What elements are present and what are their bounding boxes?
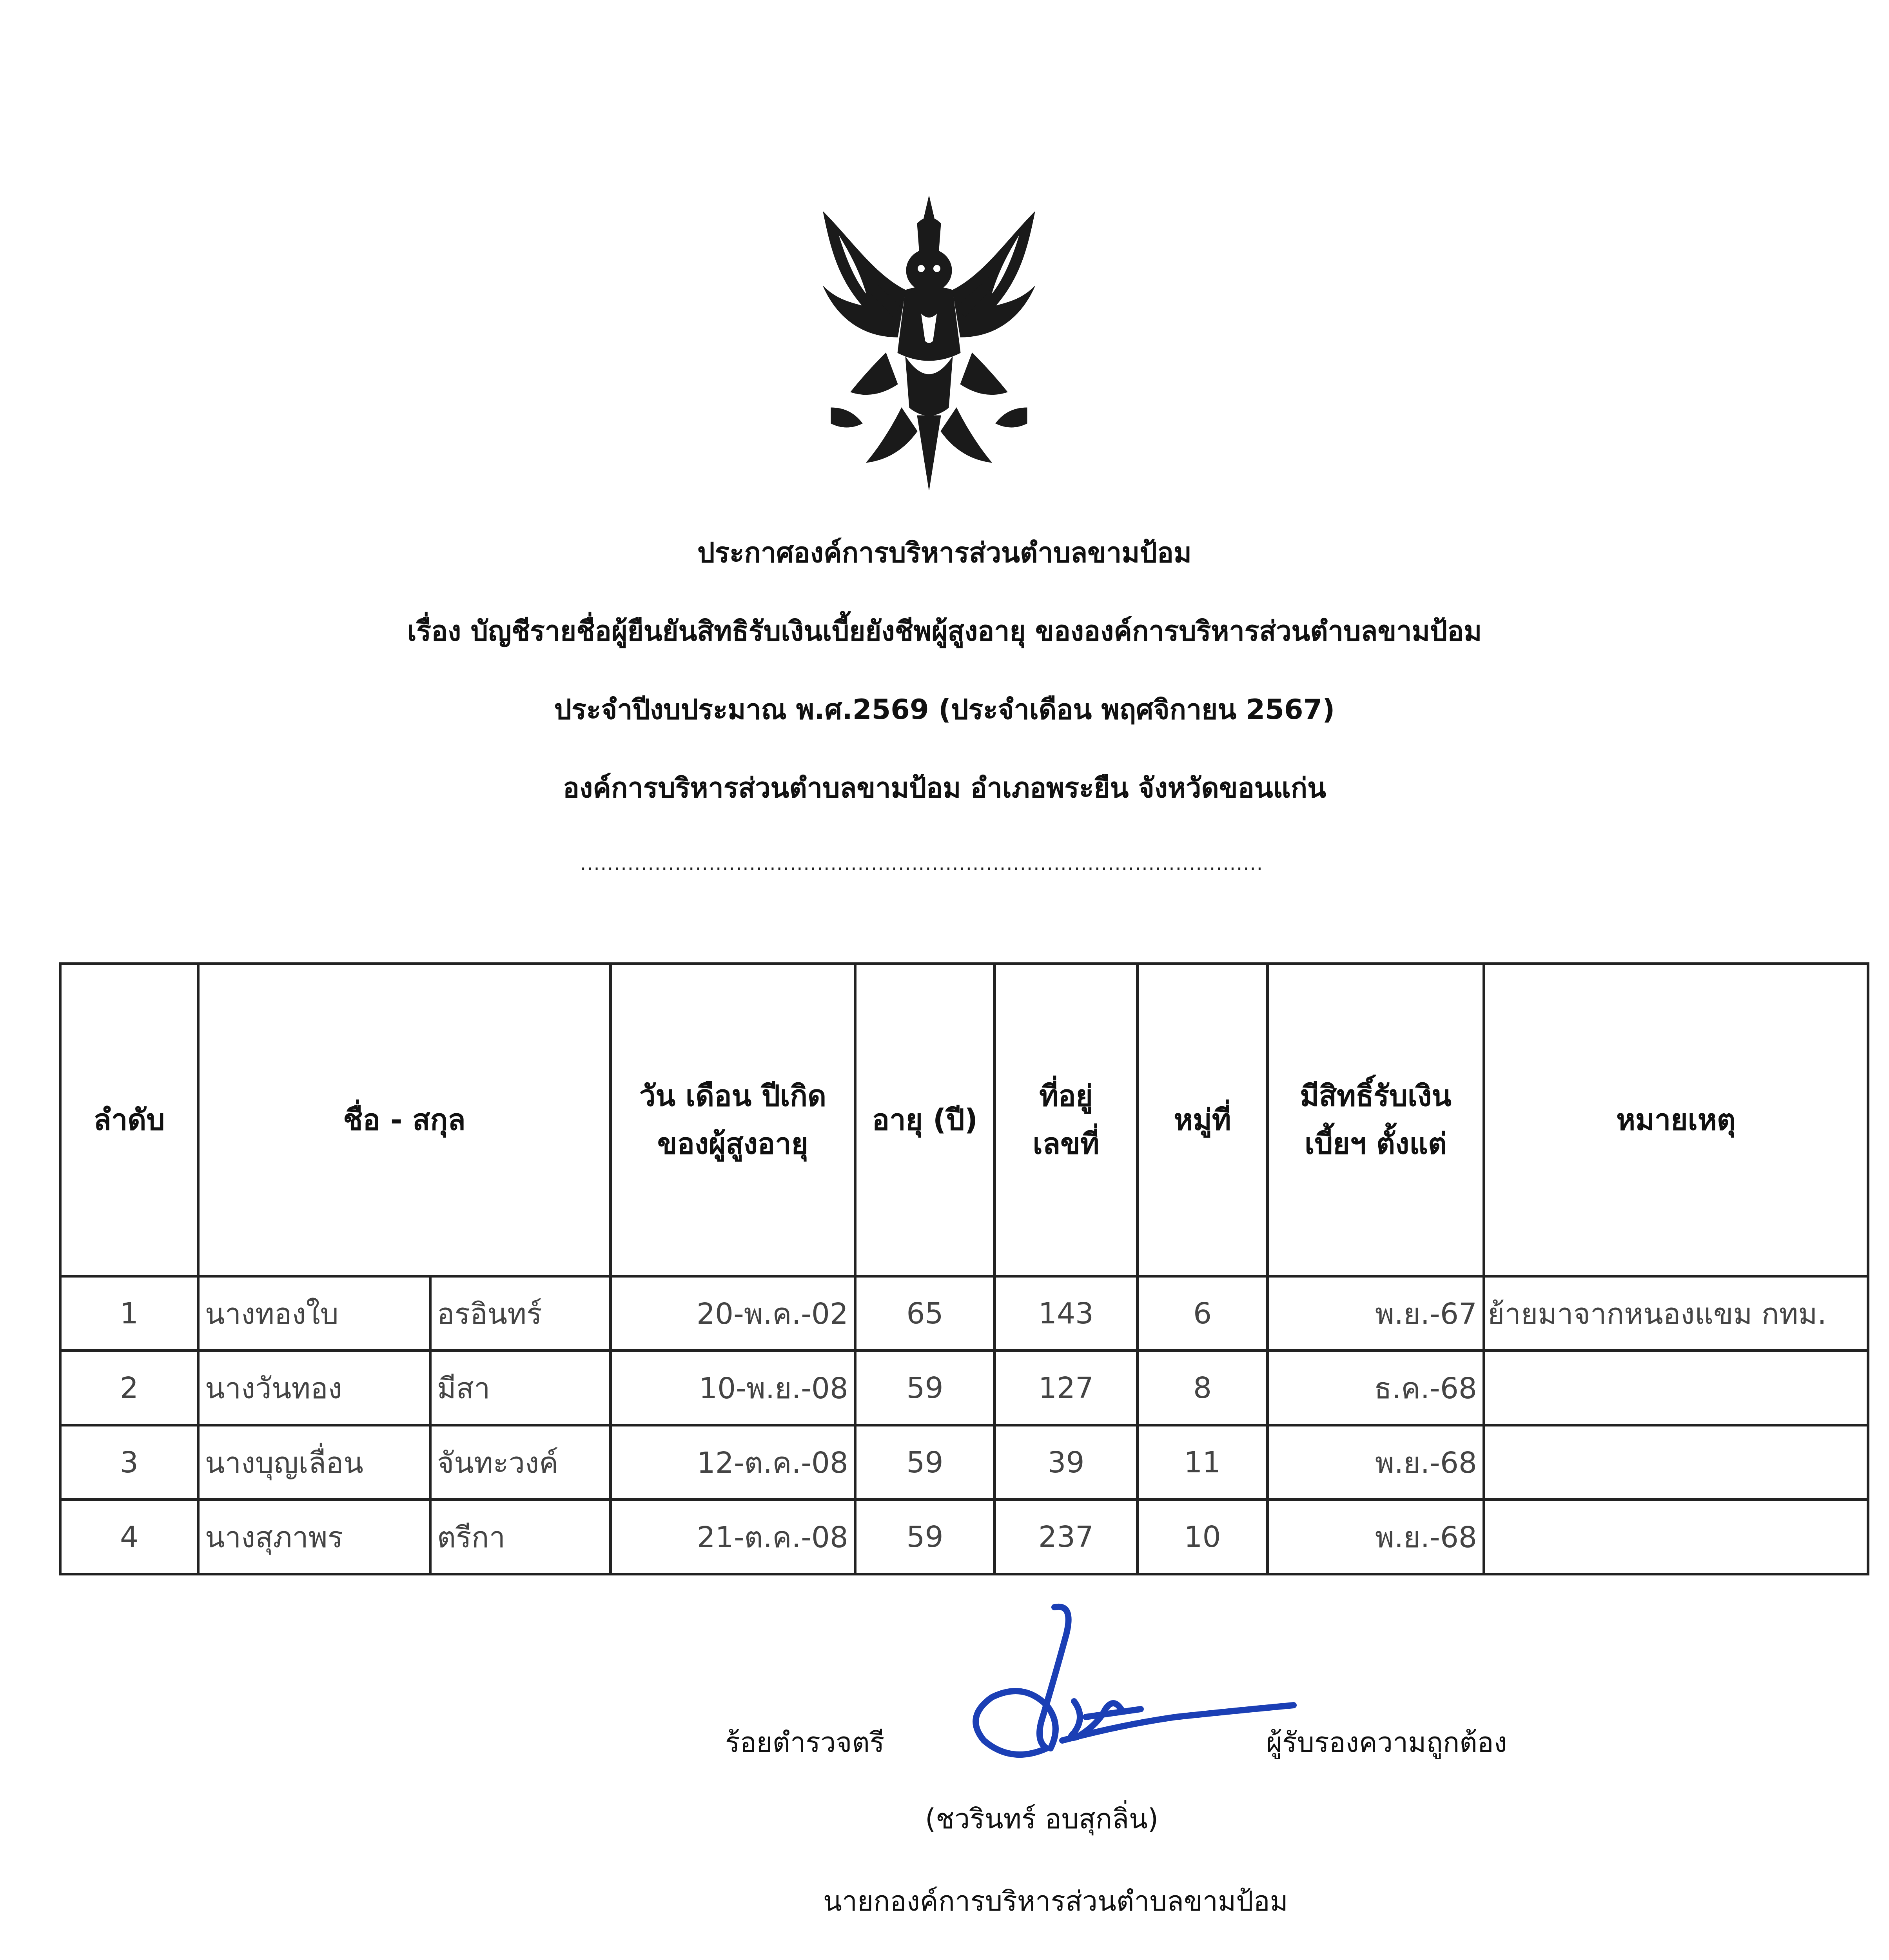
cell-house-number: 127	[995, 1351, 1138, 1425]
cell-no: 3	[60, 1425, 198, 1500]
cell-entitled-since: พ.ย.-68	[1268, 1425, 1484, 1500]
cell-note	[1484, 1351, 1868, 1425]
signer-rank: ร้อยตำรวจตรี	[725, 1726, 885, 1759]
cell-age: 59	[855, 1500, 995, 1574]
cell-moo: 11	[1138, 1425, 1268, 1500]
cell-moo: 6	[1138, 1276, 1268, 1351]
table-row	[60, 1425, 1868, 1500]
table-row	[60, 1276, 1868, 1351]
cell-last-name: มีสา	[430, 1351, 611, 1425]
signer-position: นายกองค์การบริหารส่วนตำบลขามป้อม	[823, 1885, 1288, 1917]
header-age: อายุ (ปี)	[855, 964, 995, 1276]
cell-birthdate: 12-ต.ค.-08	[611, 1425, 855, 1500]
garuda-emblem-icon	[807, 188, 1051, 498]
header-title: ประกาศองค์การบริหารส่วนตำบลขามป้อม	[697, 537, 1192, 569]
header-house-line2: เลขที่	[1033, 1127, 1100, 1161]
cell-moo: 8	[1138, 1351, 1268, 1425]
cell-house-number: 143	[995, 1276, 1138, 1351]
signer-certify-role: ผู้รับรองความถูกต้อง	[1266, 1726, 1507, 1759]
cell-house-number: 237	[995, 1500, 1138, 1574]
signer-name: (ชวรินทร์ อบสุกลิ่น)	[925, 1803, 1159, 1835]
header-subject: เรื่อง บัญชีรายชื่อผู้ยืนยันสิทธิรับเงินเบี้ยยังชีพผู้สูงอายุ ขององค์การบริหารส่วนตำบลขามป้อม	[407, 615, 1482, 647]
cell-birthdate: 20-พ.ค.-02	[611, 1276, 855, 1351]
header-entitled-line2: เบี้ยฯ ตั้งแต่	[1305, 1127, 1447, 1161]
header-entitled-since	[1268, 964, 1484, 1276]
cell-no: 1	[60, 1276, 198, 1351]
cell-entitled-since: พ.ย.-68	[1268, 1500, 1484, 1574]
header-no: ลำดับ	[60, 964, 198, 1276]
cell-age: 65	[855, 1276, 995, 1351]
cell-first-name: นางทองใบ	[198, 1276, 430, 1351]
table-row	[60, 1351, 1868, 1425]
cell-first-name: นางบุญเลื่อน	[198, 1425, 430, 1500]
header-name: ชื่อ - สกุล	[198, 964, 611, 1276]
cell-note: ย้ายมาจากหนองแขม กทม.	[1484, 1276, 1868, 1351]
cell-birthdate: 10-พ.ย.-08	[611, 1351, 855, 1425]
header-birthdate-line2: ของผู้สูงอายุ	[657, 1127, 809, 1161]
dotted-separator: .....................................................................................................	[580, 853, 1264, 875]
cell-last-name: อรอินทร์	[430, 1276, 611, 1351]
cell-note	[1484, 1500, 1868, 1574]
cell-no: 4	[60, 1500, 198, 1574]
cell-birthdate: 21-ต.ค.-08	[611, 1500, 855, 1574]
header-house-line1: ที่อยู่	[1039, 1079, 1093, 1113]
handwritten-signature-icon	[956, 1599, 1301, 1788]
header-birthdate-line1: วัน เดือน ปีเกิด	[639, 1079, 827, 1113]
beneficiary-table	[59, 962, 1869, 1575]
cell-first-name: นางวันทอง	[198, 1351, 430, 1425]
header-fiscal-year: ประจำปีงบประมาณ พ.ศ.2569 (ประจำเดือน พฤศจิกายน 2567)	[554, 693, 1335, 726]
header-entitled-line1: มีสิทธิ์รับเงิน	[1300, 1079, 1452, 1113]
cell-moo: 10	[1138, 1500, 1268, 1574]
cell-age: 59	[855, 1425, 995, 1500]
cell-entitled-since: ธ.ค.-68	[1268, 1351, 1484, 1425]
cell-last-name: จันทะวงค์	[430, 1425, 611, 1500]
cell-note	[1484, 1425, 1868, 1500]
cell-age: 59	[855, 1351, 995, 1425]
cell-last-name: ตรีกา	[430, 1500, 611, 1574]
table-row	[60, 1500, 1868, 1574]
cell-entitled-since: พ.ย.-67	[1268, 1276, 1484, 1351]
header-organization: องค์การบริหารส่วนตำบลขามป้อม อำเภอพระยืน จังหวัดขอนแก่น	[563, 772, 1326, 804]
cell-no: 2	[60, 1351, 198, 1425]
header-moo: หมู่ที่	[1138, 964, 1268, 1276]
cell-first-name: นางสุภาพร	[198, 1500, 430, 1574]
cell-house-number: 39	[995, 1425, 1138, 1500]
header-note: หมายเหตุ	[1484, 964, 1868, 1276]
table-header-row	[60, 964, 1868, 1276]
header-birthdate	[611, 964, 855, 1276]
header-house-number	[995, 964, 1138, 1276]
